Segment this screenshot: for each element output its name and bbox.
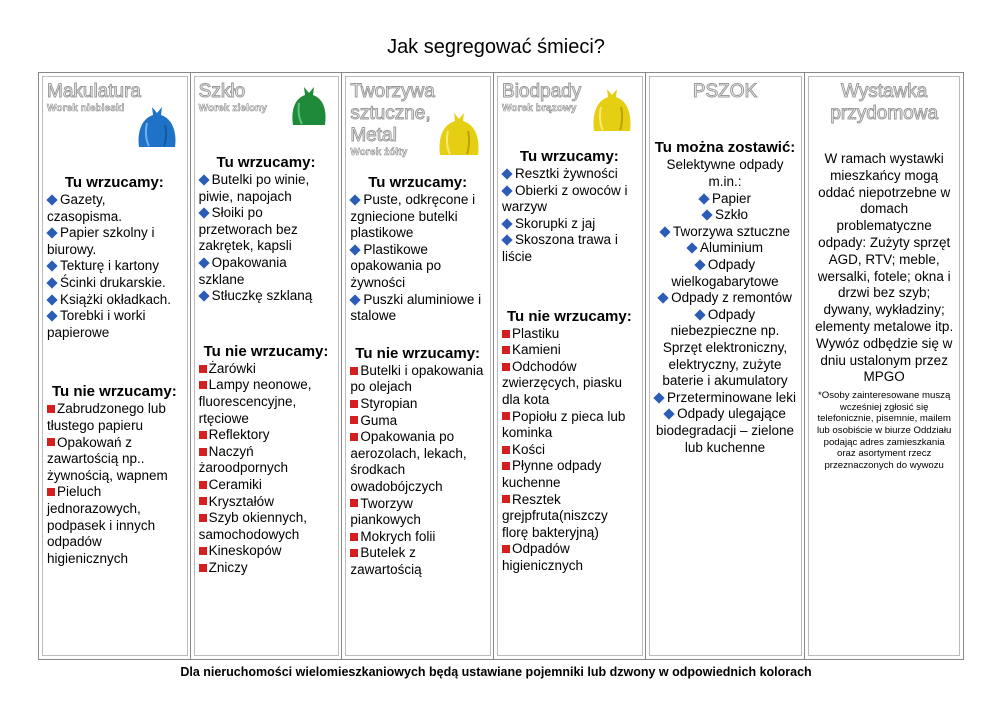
blue-diamond-bullet-icon <box>198 174 209 185</box>
column-subheading: Worek żółty <box>350 147 408 158</box>
list-item: Popiołu z pieca lub kominka <box>502 408 626 441</box>
pszok-title: Tu można zostawić: <box>654 139 796 156</box>
red-square-bullet-icon <box>47 488 55 496</box>
red-square-bullet-icon <box>502 545 510 553</box>
list-item: Tekturę i kartony <box>47 258 182 275</box>
blue-diamond-bullet-icon <box>501 185 512 196</box>
list-item: Skorupki z jaj <box>502 216 637 233</box>
blue-diamond-bullet-icon <box>350 244 361 255</box>
blue-diamond-bullet-icon <box>701 209 712 220</box>
list-item: Ceramiki <box>199 477 334 494</box>
column-biodpady <box>494 73 646 659</box>
wystawka-text: W ramach wystawki mieszkańcy mogą oddać niepotrzebne w domach problematyczne odpady: Zużyty sprzęt AGD, RTV; meble, wersalki, fotele; okna i drzwi bez szyb; dywany, wykładziny; elementy metalowe itp. Wywóz odbędzie się w dniu ustalonym przez MPGO <box>815 151 954 385</box>
list-item: Torebki i worki papierowe <box>47 308 146 340</box>
blue-diamond-bullet-icon <box>198 290 209 301</box>
list-item: Zniczy <box>199 560 334 577</box>
red-square-bullet-icon <box>199 448 207 456</box>
column-makulatura <box>39 73 191 659</box>
green-bag-icon <box>289 83 329 129</box>
list-item: Tworzyw piankowych <box>350 495 421 528</box>
list-item: Szkło <box>654 207 797 224</box>
list-item: Opakowania po aerozolach, lekach, środkach owadobójczych <box>350 429 467 494</box>
blue-diamond-bullet-icon <box>694 309 705 320</box>
pszok-list <box>654 191 797 457</box>
yes-title: Tu wrzucamy: <box>216 154 316 171</box>
list-item: Słoiki po przetworach bez zakrętek, kapsli <box>198 205 298 254</box>
red-square-bullet-icon <box>502 346 510 354</box>
list-item: Opakowań z zawartością np.. żywnością, wapnem <box>47 434 168 483</box>
page-title: Jak segregować śmieci? <box>387 36 605 58</box>
list-item: Reflektory <box>199 427 334 444</box>
list-item: Puste, odkręcone i zgniecione butelki plastikowe <box>350 192 476 241</box>
list-item: Obierki z owoców i warzyw <box>502 182 628 215</box>
blue-diamond-bullet-icon <box>501 168 512 179</box>
list-item: Gazety, czasopisma. <box>47 192 123 224</box>
segregation-table <box>38 72 964 660</box>
red-square-bullet-icon <box>350 533 358 541</box>
red-square-bullet-icon <box>502 462 510 470</box>
blue-diamond-bullet-icon <box>46 194 57 205</box>
blue-diamond-bullet-icon <box>659 226 670 237</box>
no-title: Tu nie wrzucamy: <box>355 344 481 362</box>
list-item: Plastikowe opakowania po żywności <box>350 241 442 290</box>
yes-title: Tu wrzucamy: <box>64 174 164 191</box>
list-item: Guma <box>350 413 485 430</box>
yellow-bag-icon <box>590 85 634 135</box>
list-item: Puszki aluminiowe i stalowe <box>350 291 482 324</box>
list-item: Mokrych folii <box>350 529 485 546</box>
list-item: Naczyń żaroodpornych <box>198 443 288 476</box>
blue-diamond-bullet-icon <box>501 235 512 246</box>
red-square-bullet-icon <box>350 499 358 507</box>
footer-note: Dla nieruchomości wielomieszkaniowych będą ustawiane pojemniki lub dzwony w odpowiednich kolorach <box>180 665 812 679</box>
list-item: Tworzywa sztuczne <box>654 224 797 241</box>
list-item: Plastiku <box>502 326 637 343</box>
yes-list <box>47 192 182 341</box>
column-subheading: Worek niebieski <box>47 103 125 114</box>
yes-title: Tu wrzucamy: <box>519 148 619 165</box>
list-item: Odpady niebezpieczne np. Sprzęt elektroniczny, elektryczny, zużyte baterie i akumulatory <box>662 306 788 389</box>
list-item: Skoszona trawa i liście <box>502 232 618 264</box>
blue-diamond-bullet-icon <box>46 294 57 305</box>
red-square-bullet-icon <box>199 365 207 373</box>
list-item: Styropian <box>350 396 485 413</box>
list-item: Kryształów <box>199 494 334 511</box>
list-item: Ścinki drukarskie. <box>47 275 182 292</box>
red-square-bullet-icon <box>199 564 207 572</box>
column-heading: PSZOK <box>692 81 758 102</box>
column-wystawka <box>805 73 963 659</box>
no-title: Tu nie wrzucamy: <box>506 307 632 325</box>
blue-diamond-bullet-icon <box>694 259 705 270</box>
column-subheading: Worek zielony <box>198 103 268 114</box>
list-item: Żarówki <box>199 361 334 378</box>
wystawka-note: *Osoby zainteresowane muszą wcześniej zgłosić się telefonicznie, pisemnie, mailem lub osobiście w biurze Oddziału podając adres zamieszkania oraz asortyment rzecz przeznaczonych do wywozu <box>816 390 952 471</box>
pszok-intro: Selektywne odpady m.in.: <box>666 157 784 189</box>
list-item: Resztki żywności <box>502 166 637 183</box>
no-list <box>502 326 637 575</box>
red-square-bullet-icon <box>47 438 55 446</box>
list-item: Odpadów higienicznych <box>502 541 584 573</box>
red-square-bullet-icon <box>199 481 207 489</box>
blue-diamond-bullet-icon <box>501 218 512 229</box>
list-item: Stłuczkę szklaną <box>199 288 334 305</box>
red-square-bullet-icon <box>199 514 207 522</box>
column-pszok <box>646 73 806 659</box>
column-heading: Makulatura <box>47 81 141 102</box>
column-heading: Tworzywa sztuczne, Metal <box>350 81 435 146</box>
red-square-bullet-icon <box>350 416 358 424</box>
column-heading: Biodpady <box>502 81 582 102</box>
list-item: Odpady ulegające biodegradacji – zielone lub kuchenne <box>655 406 795 455</box>
blue-diamond-bullet-icon <box>198 257 209 268</box>
red-square-bullet-icon <box>199 497 207 505</box>
list-item: Zabrudzonego lub tłustego papieru <box>47 401 166 433</box>
blue-diamond-bullet-icon <box>350 294 361 305</box>
red-square-bullet-icon <box>199 547 207 555</box>
list-item: Szyb okiennych, samochodowych <box>198 510 307 542</box>
yes-list <box>199 172 334 305</box>
blue-diamond-bullet-icon <box>698 193 709 204</box>
red-square-bullet-icon <box>502 495 510 503</box>
red-square-bullet-icon <box>350 549 358 557</box>
yes-list <box>350 192 485 325</box>
yes-list <box>502 166 637 266</box>
list-item: Odpady z remontów <box>654 290 797 307</box>
red-square-bullet-icon <box>199 431 207 439</box>
red-square-bullet-icon <box>502 412 510 420</box>
column-heading: Wystawka przydomowa <box>830 81 939 124</box>
red-square-bullet-icon <box>199 381 207 389</box>
column-szklo <box>191 73 343 659</box>
red-square-bullet-icon <box>502 363 510 371</box>
blue-diamond-bullet-icon <box>46 227 57 238</box>
yes-title: Tu wrzucamy: <box>368 174 468 191</box>
red-square-bullet-icon <box>502 446 510 454</box>
list-item: Płynne odpady kuchenne <box>502 458 602 490</box>
list-item: Papier <box>654 191 797 208</box>
blue-diamond-bullet-icon <box>46 261 57 272</box>
no-title: Tu nie wrzucamy: <box>203 342 329 360</box>
list-item: Resztek grejpfruta(niszczy florę bakteryjną) <box>502 491 608 540</box>
blue-bag-icon <box>135 103 179 151</box>
blue-diamond-bullet-icon <box>46 310 57 321</box>
list-item: Kości <box>502 442 637 459</box>
list-item: Butelki po winie, piwie, napojach <box>198 172 310 204</box>
no-list <box>199 361 334 577</box>
list-item: Kineskopów <box>199 543 334 560</box>
list-item: Butelki i opakowania po olejach <box>350 362 484 395</box>
column-heading: Szkło <box>198 81 246 102</box>
yellow-bag-icon <box>436 109 482 159</box>
list-item: Aluminium <box>654 240 797 257</box>
list-item: Lampy neonowe, fluorescencyjne, rtęciowe <box>198 377 312 426</box>
list-item: Opakowania szklane <box>198 254 287 287</box>
no-title: Tu nie wrzucamy: <box>51 383 177 401</box>
list-item: Pieluch jednorazowych, podpasek i innych odpadów higienicznych <box>47 484 156 566</box>
blue-diamond-bullet-icon <box>657 292 668 303</box>
no-list <box>350 363 485 579</box>
list-item: Książki okładkach. <box>47 292 182 309</box>
red-square-bullet-icon <box>502 330 510 338</box>
red-square-bullet-icon <box>350 367 358 375</box>
column-tworzywa-metal <box>342 73 494 659</box>
red-square-bullet-icon <box>350 400 358 408</box>
list-item: Butelek z zawartością <box>350 545 422 577</box>
red-square-bullet-icon <box>350 433 358 441</box>
blue-diamond-bullet-icon <box>686 243 697 254</box>
list-item: Odchodów zwierzęcych, piasku dla kota <box>502 358 623 407</box>
blue-diamond-bullet-icon <box>663 409 674 420</box>
list-item: Kamieni <box>502 342 637 359</box>
column-subheading: Worek brązowy <box>502 103 577 114</box>
blue-diamond-bullet-icon <box>198 207 209 218</box>
list-item: Odpady wielkogabarytowe <box>671 256 779 289</box>
blue-diamond-bullet-icon <box>653 392 664 403</box>
red-square-bullet-icon <box>47 405 55 413</box>
blue-diamond-bullet-icon <box>46 277 57 288</box>
list-item: Papier szkolny i biurowy. <box>47 225 155 257</box>
blue-diamond-bullet-icon <box>350 194 361 205</box>
list-item: Przeterminowane leki <box>654 390 797 407</box>
no-list <box>47 401 182 567</box>
